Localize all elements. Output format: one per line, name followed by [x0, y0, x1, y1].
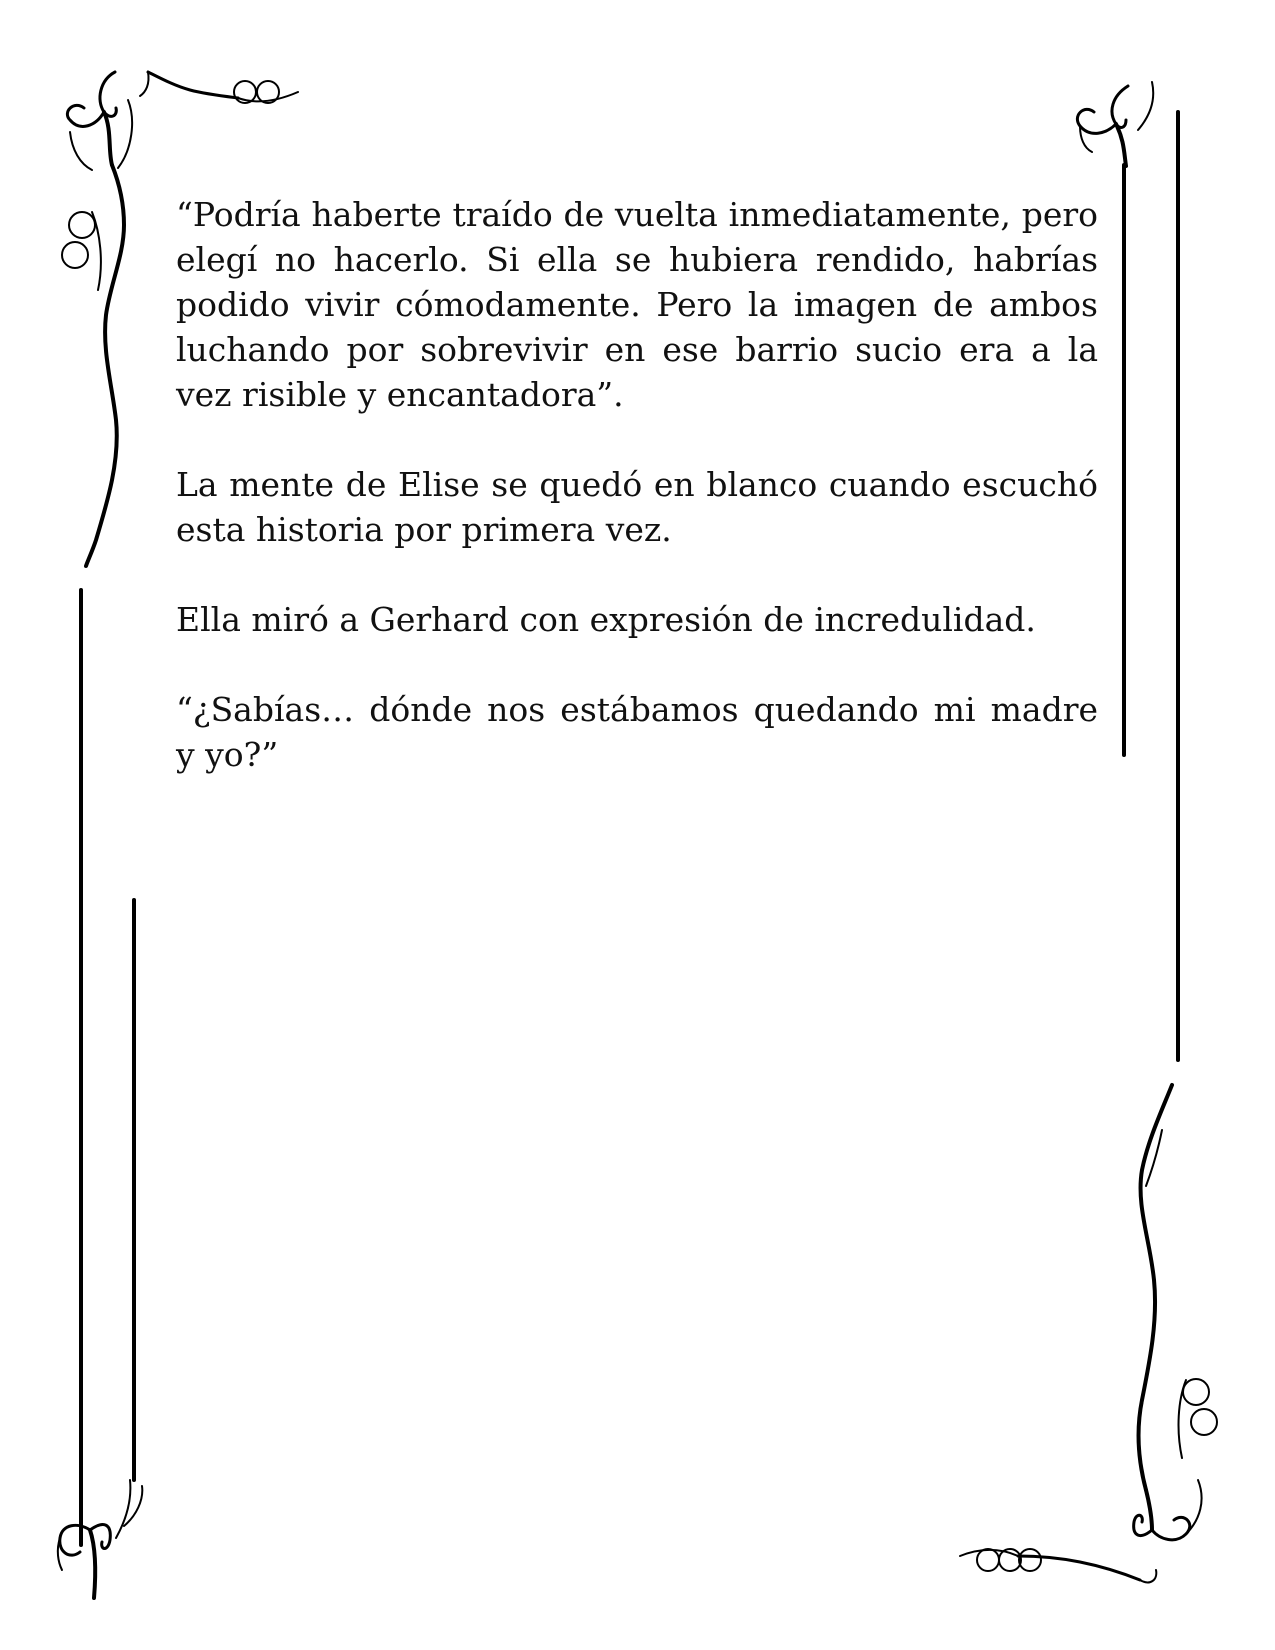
paragraph: “Podría haberte traído de vuelta inmediatamente, pero elegí no hacerlo. Si ella se hubiera rendido, habrías podido vivir cómodamente. Pero la imagen de ambos luchando por sobrevivir en ese barrio sucio era a la vez risible y encantadora”. — [176, 195, 1098, 414]
flourish-bottom-left — [58, 1480, 142, 1598]
paragraph: “¿Sabías… dónde nos estábamos quedando mi madre y yo?” — [176, 690, 1098, 774]
story-text — [176, 192, 1098, 822]
paragraph: Ella miró a Gerhard con expresión de incredulidad. — [176, 600, 1036, 639]
flourish-top-right — [1077, 82, 1153, 166]
paragraph: La mente de Elise se quedó en blanco cuando escuchó esta historia por primera vez. — [176, 465, 1098, 549]
flourish-bottom-right — [960, 1085, 1217, 1582]
